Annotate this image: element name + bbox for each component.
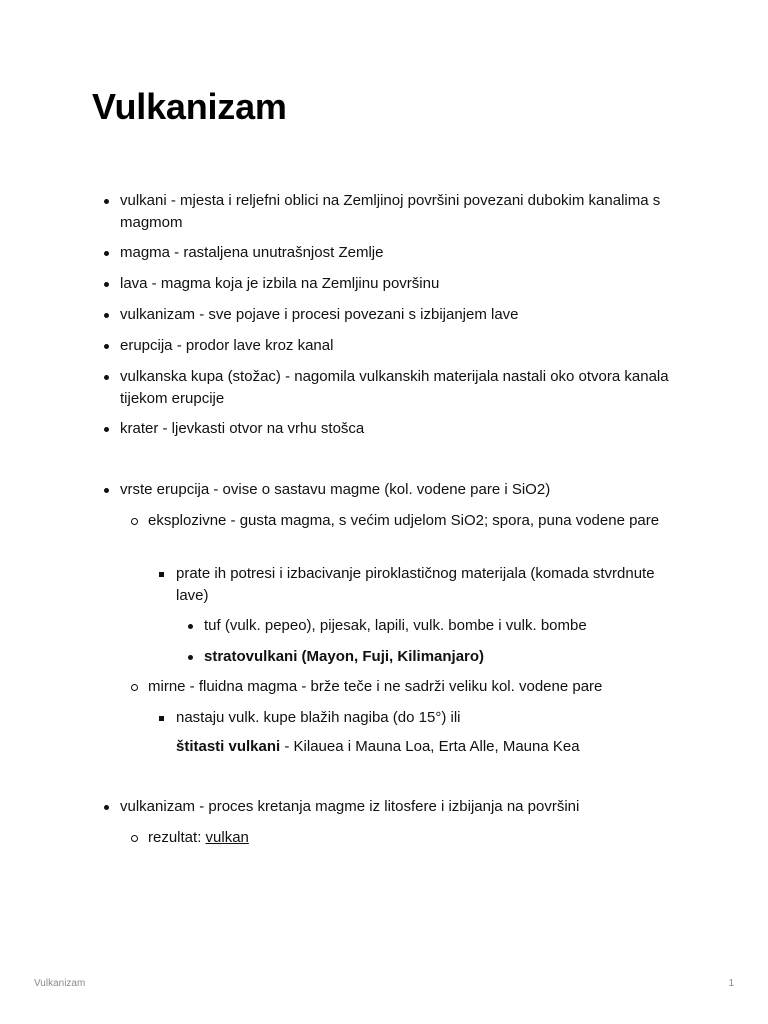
bullet-icon	[104, 199, 109, 204]
list-item: erupcija - prodor lave kroz kanal	[120, 337, 334, 354]
bullet-icon	[104, 427, 109, 432]
list-item: vulkanska kupa (stožac) - nagomila vulkanskih materijala nastali oko otvora kanala tijekom erupcije	[120, 368, 669, 407]
bullet-icon	[104, 344, 109, 349]
list-item: eksplozivne - gusta magma, s većim udjelom SiO2; spora, puna vodene pare	[148, 512, 660, 529]
list-item: stratovulkani (Mayon, Fuji, Kilimanjaro)	[204, 648, 485, 665]
list-item-continuation	[176, 736, 676, 758]
bullet-icon	[104, 805, 109, 810]
square-bullet-icon	[159, 572, 164, 577]
list-item: lava - magma koja je izbila na Zemljinu površinu	[120, 275, 440, 292]
footer-doc-name: Vulkanizam	[34, 978, 86, 989]
result-label: rezultat:	[148, 829, 206, 846]
circle-bullet-icon	[131, 835, 138, 842]
bold-text: štitasti vulkani	[176, 738, 281, 755]
list-item: tuf (vulk. pepeo), pijesak, lapili, vulk. bombe i vulk. bombe	[204, 617, 587, 634]
list-item: krater - ljevkasti otvor na vrhu stošca	[120, 420, 365, 437]
bullet-icon	[104, 251, 109, 256]
page-title: Vulkanizam	[92, 86, 287, 127]
plain-text: - Kilauea i Mauna Loa, Erta Alle, Mauna Kea	[280, 738, 580, 755]
list-item: vrste erupcija - ovise o sastavu magme (kol. vodene pare i SiO2)	[120, 481, 551, 498]
circle-bullet-icon	[131, 684, 138, 691]
bullet-icon	[104, 488, 109, 493]
list-item: vulkanizam - proces kretanja magme iz litosfere i izbijanja na površini	[120, 798, 580, 815]
circle-bullet-icon	[131, 518, 138, 525]
list-item: vulkanizam - sve pojave i procesi povezani s izbijanjem lave	[120, 306, 519, 323]
bullet-icon	[188, 655, 193, 660]
list-item: vulkani - mjesta i reljefni oblici na Zemljinoj površini povezani dubokim kanalima s magmom	[120, 192, 661, 231]
footer-page-number: 1	[728, 978, 734, 989]
list-item: mirne - fluidna magma - brže teče i ne sadrži veliku kol. vodene pare	[148, 678, 603, 695]
list-item: nastaju vulk. kupe blažih nagiba (do 15°) ili	[176, 709, 461, 726]
list-item	[148, 827, 673, 849]
list-item: prate ih potresi i izbacivanje piroklastičnog materijala (komada stvrdnute lave)	[176, 565, 655, 604]
bullet-icon	[104, 282, 109, 287]
list-item: magma - rastaljena unutrašnjost Zemlje	[120, 244, 384, 261]
bullet-icon	[104, 375, 109, 380]
vulkan-link[interactable]: vulkan	[205, 829, 249, 846]
square-bullet-icon	[159, 716, 164, 721]
bullet-icon	[188, 624, 193, 629]
bullet-icon	[104, 313, 109, 318]
